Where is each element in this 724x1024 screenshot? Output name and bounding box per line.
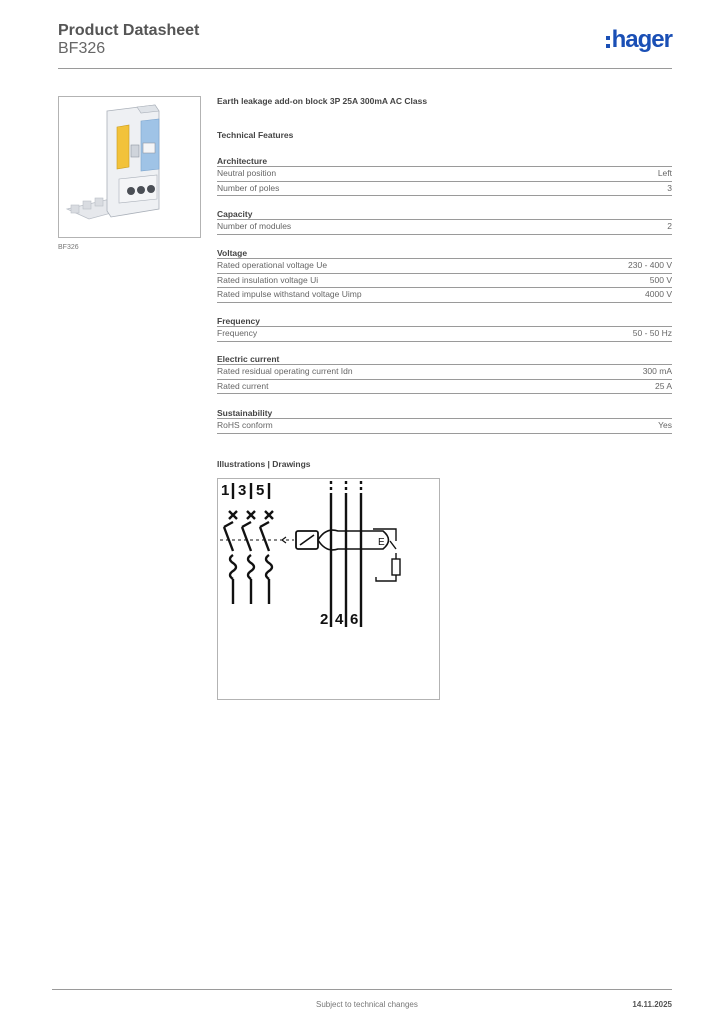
logo-dots-icon [606,36,610,48]
section-frequency [217,315,672,342]
spec-row [217,419,672,434]
section-sustainability [217,407,672,434]
spec-label: Neutral position [217,168,277,178]
spec-value: 300 mA [642,366,672,376]
spec-row [217,288,672,303]
section-electric-current [217,353,672,394]
spec-label: Number of modules [217,221,292,231]
brand-logo [606,28,672,52]
spec-label: Number of poles [217,182,280,193]
spec-value: Yes [658,420,672,430]
spec-label: Rated insulation voltage Ui [217,274,319,285]
technical-features-heading: Technical Features [217,130,294,140]
page-footer [52,989,672,1009]
spec-label: RoHS conform [217,420,273,430]
section-title: Frequency [217,315,672,327]
spec-row [217,182,672,197]
spec-value: 3 [667,182,672,193]
terminal-label-top: 3 [238,482,247,499]
product-photo-icon [59,97,200,237]
illustrations-heading: Illustrations | Drawings [217,459,311,469]
spec-value: 500 V [649,274,672,285]
spec-row [217,220,672,235]
section-title: Architecture [217,155,672,167]
product-reference: BF326 [58,40,106,57]
product-image [58,96,201,238]
spec-value: 230 - 400 V [628,260,672,270]
terminal-label-bottom: 4 [335,611,344,628]
footer-date: 14.11.2025 [632,1000,672,1009]
terminal-label-top: 5 [256,482,265,499]
spec-label: Rated impulse withstand voltage Uimp [217,289,362,299]
section-title: Voltage [217,247,672,259]
spec-row [217,327,672,342]
terminal-label-bottom: 6 [350,611,359,628]
section-title: Electric current [217,353,672,365]
spec-row [217,365,672,380]
spec-value: Left [657,168,672,178]
test-button-label: E [378,537,385,548]
circuit-diagram-icon [218,479,439,699]
spec-row [217,274,672,289]
spec-row [217,259,672,274]
spec-value: 25 A [654,380,672,391]
section-title: Sustainability [217,407,672,419]
spec-row [217,167,672,182]
spec-row [217,380,672,395]
section-capacity [217,208,672,235]
product-description: Earth leakage add-on block 3P 25A 300mA AC Class [217,96,428,106]
terminal-label-top: 1 [221,482,230,499]
spec-label: Rated current [217,380,269,391]
spec-value: 4000 V [645,289,672,299]
section-architecture [217,155,672,196]
spec-label: Rated operational voltage Ue [217,260,328,270]
page-header [58,22,672,69]
logo-text: hager [611,26,672,53]
wiring-diagram [217,478,440,700]
section-title: Capacity [217,208,672,220]
section-voltage [217,247,672,303]
spec-label: Frequency [217,328,258,338]
footer-note: Subject to technical changes [316,1000,418,1009]
spec-value: 2 [667,221,672,231]
spec-value: 50 - 50 Hz [632,328,672,338]
document-title: Product Datasheet [58,22,200,39]
image-caption: BF326 [58,244,79,251]
terminal-label-bottom: 2 [320,611,329,628]
spec-label: Rated residual operating current Idn [217,366,353,376]
